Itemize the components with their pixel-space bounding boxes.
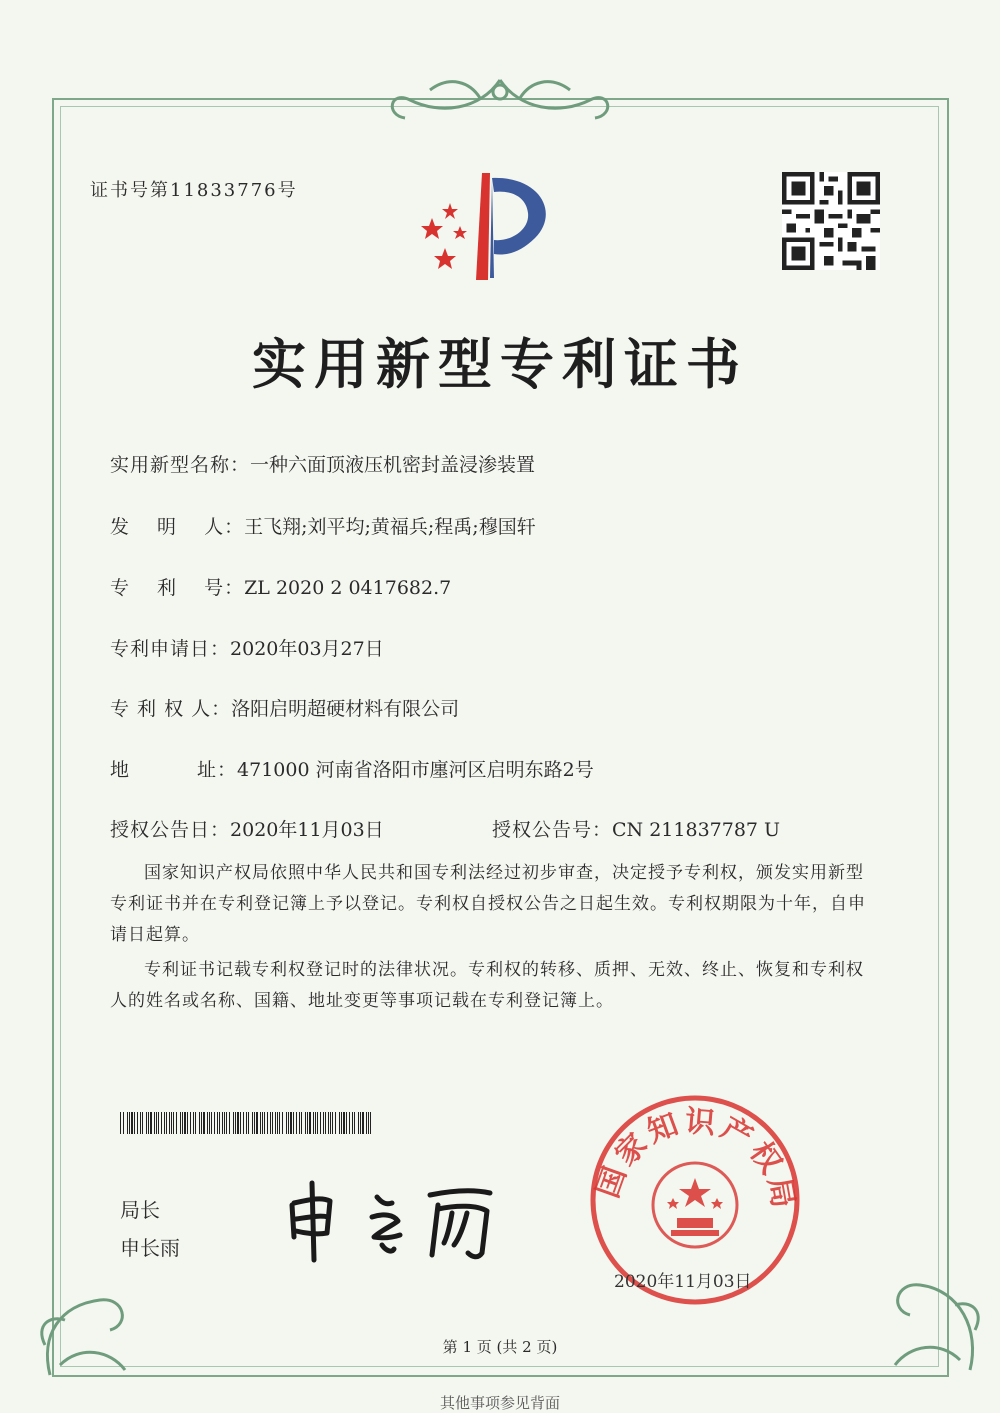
certificate-title: 实用新型专利证书 (252, 333, 748, 396)
footer-note: 其他事项参见背面 (439, 1394, 560, 1412)
field-value: ZL 2020 2 0417682.7 (244, 577, 452, 599)
field-filing-date (110, 634, 384, 661)
body-paragraph: 专利证书记载专利权登记时的法律状况。专利权的转移、质押、无效、终止、恢复和专利权人的姓名或名称、国籍、地址变更等事项记载在专利登记簿上。 (110, 960, 864, 1011)
seal-text: 国家知识产权局 (590, 1103, 802, 1215)
field-label: 授权公告号： (492, 819, 613, 841)
director-signature-icon (282, 1175, 502, 1265)
bottom-left-ornament (30, 1275, 150, 1385)
field-value: 一种六面顶液压机密封盖浸渗装置 (250, 454, 536, 476)
field-value: 2020年03月27日 (230, 638, 384, 660)
field-label: 专利申请日： (110, 638, 231, 660)
field-address (110, 755, 594, 782)
certificate-body (110, 858, 870, 1017)
field-label: 授权公告日： (110, 819, 231, 841)
qr-code-icon (782, 172, 880, 270)
certificate-number: 证书号第11833776号 (90, 180, 298, 201)
patent-office-logo-icon (410, 168, 565, 286)
field-value: 2020年11月03日 (230, 819, 384, 841)
field-grant-date (110, 815, 384, 842)
field-value: 洛阳启明超硬材料有限公司 (231, 698, 460, 720)
top-ornament (370, 70, 630, 130)
bottom-right-ornament (870, 1250, 990, 1380)
field-label: 发 明 人： (110, 516, 245, 538)
field-grant-number (492, 815, 780, 842)
seal-date: 2020年11月03日 (614, 1272, 752, 1292)
field-value: CN 211837787 U (612, 819, 781, 841)
field-patentee (110, 694, 459, 721)
field-label: 专 利 号： (110, 577, 245, 599)
field-inventor (110, 512, 536, 539)
field-utility-model-name (110, 450, 535, 477)
director-title: 局长 (120, 1198, 160, 1222)
field-value: 王飞翔;刘平均;黄福兵;程禹;穆国轩 (244, 516, 536, 538)
page-number: 第 1 页 (共 2 页) (442, 1338, 558, 1356)
field-label: 实用新型名称： (110, 454, 251, 476)
field-value: 471000 河南省洛阳市廛河区启明东路2号 (237, 759, 594, 781)
field-label: 专 利 权 人： (110, 698, 232, 720)
barcode-icon (120, 1112, 375, 1134)
director-name: 申长雨 (120, 1236, 180, 1260)
field-patent-number (110, 573, 451, 600)
body-paragraph: 国家知识产权局依照中华人民共和国专利法经过初步审查，决定授予专利权，颁发实用新型专利证书并在专利登记簿上予以登记。专利权自授权公告之日起生效。专利权期限为十年，自申请日起算。 (110, 863, 866, 945)
field-label: 地 址： (110, 759, 238, 781)
